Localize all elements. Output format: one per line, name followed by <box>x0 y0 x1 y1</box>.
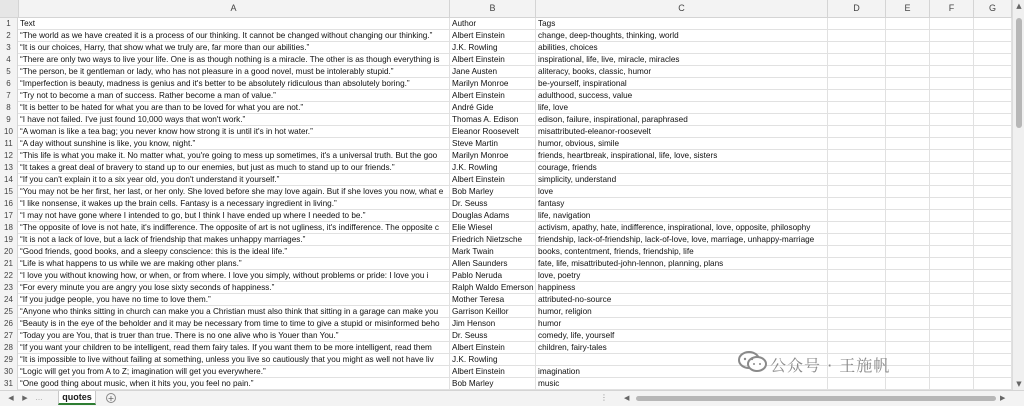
table-row <box>0 114 1012 126</box>
table-row <box>0 78 1012 90</box>
cell-a[interactable]: “If you want your children to be intelligent, read them fairy tales. If you want them to be more intelligent, read them <box>18 342 450 354</box>
cell-f[interactable] <box>930 282 974 294</box>
cell-g[interactable] <box>974 234 1012 246</box>
cell-g[interactable] <box>974 198 1012 210</box>
cell-b[interactable]: Albert Einstein <box>450 342 536 354</box>
cell-a[interactable]: “A day without sunshine is like, you know, night.” <box>18 138 450 150</box>
cell-d[interactable] <box>828 210 886 222</box>
table-row <box>0 378 1012 390</box>
cell-a[interactable]: “One good thing about music, when it hits you, you feel no pain.” <box>18 378 450 390</box>
cell-d[interactable] <box>828 114 886 126</box>
cell-b[interactable]: Albert Einstein <box>450 174 536 186</box>
cell-g[interactable] <box>974 282 1012 294</box>
row-header[interactable]: 12 <box>0 150 18 162</box>
cell-a[interactable]: “If you judge people, you have no time to love them.” <box>18 294 450 306</box>
horizontal-scroll-thumb[interactable] <box>636 396 996 401</box>
table-row <box>0 246 1012 258</box>
cell-c[interactable]: attributed-no-source <box>536 294 828 306</box>
cell-g[interactable] <box>974 330 1012 342</box>
cell-e[interactable] <box>886 246 930 258</box>
cell-g[interactable] <box>974 186 1012 198</box>
column-header-b[interactable]: B <box>450 0 536 17</box>
cell-e[interactable] <box>886 186 930 198</box>
cell-f[interactable] <box>930 210 974 222</box>
cell-c[interactable]: children, fairy-tales <box>536 342 828 354</box>
cell-f[interactable] <box>930 126 974 138</box>
cell-b[interactable]: J.K. Rowling <box>450 354 536 366</box>
cell-b[interactable]: Pablo Neruda <box>450 270 536 282</box>
cell-f[interactable] <box>930 150 974 162</box>
table-row <box>0 174 1012 186</box>
cell-g[interactable] <box>974 30 1012 42</box>
cell-b[interactable]: Marilyn Monroe <box>450 150 536 162</box>
cell-c[interactable]: fantasy <box>536 198 828 210</box>
cell-a[interactable]: “It is better to be hated for what you are than to be loved for what you are not.” <box>18 102 450 114</box>
cell-e[interactable] <box>886 78 930 90</box>
cell-e[interactable] <box>886 306 930 318</box>
cell-c[interactable]: inspirational, life, live, miracle, miracles <box>536 54 828 66</box>
cell-e[interactable] <box>886 30 930 42</box>
cell-a[interactable]: “The world as we have created it is a process of our thinking. It cannot be changed without changing our thinking.” <box>18 30 450 42</box>
vertical-scrollbar[interactable] <box>1012 0 1024 390</box>
cell-f[interactable] <box>930 54 974 66</box>
table-row <box>0 294 1012 306</box>
cell-f[interactable] <box>930 114 974 126</box>
row-header[interactable]: 18 <box>0 222 18 234</box>
prev-sheet-icon[interactable]: ◀ <box>8 394 14 402</box>
more-sheets-icon[interactable]: … <box>35 394 43 402</box>
row-header[interactable]: 5 <box>0 66 18 78</box>
cell-d[interactable] <box>828 222 886 234</box>
cell-e[interactable] <box>886 330 930 342</box>
cell-a[interactable]: “It is impossible to live without failing at something, unless you live so cautiously that you might as well not have liv <box>18 354 450 366</box>
cell-b[interactable]: Elie Wiesel <box>450 222 536 234</box>
row-header[interactable]: 27 <box>0 330 18 342</box>
cell-a[interactable]: “Today you are You, that is truer than true. There is no one alive who is Youer than You.” <box>18 330 450 342</box>
row-header[interactable]: 26 <box>0 318 18 330</box>
cell-e[interactable] <box>886 54 930 66</box>
cell-b[interactable]: Eleanor Roosevelt <box>450 126 536 138</box>
cell-g[interactable] <box>974 378 1012 390</box>
cell-f[interactable] <box>930 162 974 174</box>
vertical-scroll-thumb[interactable] <box>1016 18 1022 128</box>
table-row <box>0 210 1012 222</box>
cell-c[interactable]: fate, life, misattributed-john-lennon, planning, plans <box>536 258 828 270</box>
cell-a[interactable]: “I like nonsense, it wakes up the brain cells. Fantasy is a necessary ingredient in living.” <box>18 198 450 210</box>
cell-c[interactable]: music <box>536 378 828 390</box>
cell-b[interactable]: Dr. Seuss <box>450 198 536 210</box>
cell-b[interactable]: Thomas A. Edison <box>450 114 536 126</box>
cell-a[interactable]: “Try not to become a man of success. Rather become a man of value.” <box>18 90 450 102</box>
table-row <box>0 306 1012 318</box>
cell-f[interactable] <box>930 222 974 234</box>
cell-b[interactable]: Douglas Adams <box>450 210 536 222</box>
cell-g[interactable] <box>974 78 1012 90</box>
cell-e[interactable] <box>886 174 930 186</box>
cell-c[interactable]: change, deep-thoughts, thinking, world <box>536 30 828 42</box>
cell-c[interactable]: adulthood, success, value <box>536 90 828 102</box>
cell-g[interactable] <box>974 18 1012 30</box>
cell-e[interactable] <box>886 18 930 30</box>
cell-d[interactable] <box>828 162 886 174</box>
column-header-e[interactable]: E <box>886 0 930 17</box>
cell-c[interactable]: life, love <box>536 102 828 114</box>
cell-a[interactable]: “The opposite of love is not hate, it's indifference. The opposite of art is not ugliness, it's indifference. The opposite c <box>18 222 450 234</box>
table-row <box>0 150 1012 162</box>
table-row <box>0 42 1012 54</box>
row-header[interactable]: 1 <box>0 18 18 30</box>
cell-f[interactable] <box>930 42 974 54</box>
row-header[interactable]: 3 <box>0 42 18 54</box>
cell-g[interactable] <box>974 246 1012 258</box>
cell-d[interactable] <box>828 294 886 306</box>
cell-a[interactable]: “Beauty is in the eye of the beholder and it may be necessary from time to time to give a stupid or misinformed beho <box>18 318 450 330</box>
cell-a[interactable]: “It takes a great deal of bravery to stand up to our enemies, but just as much to stand up to our friends.” <box>18 162 450 174</box>
row-header[interactable]: 23 <box>0 282 18 294</box>
cell-c[interactable]: activism, apathy, hate, indifference, inspirational, love, opposite, philosophy <box>536 222 828 234</box>
cell-a[interactable]: “A woman is like a tea bag; you never know how strong it is until it's in hot water.” <box>18 126 450 138</box>
cell-a[interactable]: “If you can't explain it to a six year old, you don't understand it yourself.” <box>18 174 450 186</box>
cell-a[interactable]: Text <box>18 18 450 30</box>
row-header[interactable]: 28 <box>0 342 18 354</box>
cell-g[interactable] <box>974 174 1012 186</box>
cell-g[interactable] <box>974 66 1012 78</box>
row-header[interactable]: 6 <box>0 78 18 90</box>
cell-f[interactable] <box>930 90 974 102</box>
cell-e[interactable] <box>886 198 930 210</box>
row-header[interactable]: 4 <box>0 54 18 66</box>
cell-d[interactable] <box>828 306 886 318</box>
row-header[interactable]: 17 <box>0 210 18 222</box>
watermark <box>738 350 938 374</box>
cell-g[interactable] <box>974 42 1012 54</box>
row-header[interactable]: 29 <box>0 354 18 366</box>
cell-c[interactable]: books, contentment, friends, friendship, life <box>536 246 828 258</box>
table-row <box>0 138 1012 150</box>
cell-g[interactable] <box>974 354 1012 366</box>
cell-a[interactable]: “You may not be her first, her last, or her only. She loved before she may love again. But if she loves you now, what e <box>18 186 450 198</box>
cell-e[interactable] <box>886 318 930 330</box>
cell-a[interactable]: “There are only two ways to live your life. One is as though nothing is a miracle. The other is as though everything is <box>18 54 450 66</box>
cell-g[interactable] <box>974 114 1012 126</box>
cell-d[interactable] <box>828 78 886 90</box>
cell-a[interactable]: “Life is what happens to us while we are making other plans.” <box>18 258 450 270</box>
cell-d[interactable] <box>828 18 886 30</box>
cell-d[interactable] <box>828 186 886 198</box>
cell-a[interactable]: “It is our choices, Harry, that show what we truly are, far more than our abilities.” <box>18 42 450 54</box>
table-row <box>0 90 1012 102</box>
sheet-tabs-bar <box>0 390 1024 406</box>
cell-b[interactable]: Bob Marley <box>450 378 536 390</box>
cell-a[interactable]: “The person, be it gentleman or lady, who has not pleasure in a good novel, must be intolerably stupid.” <box>18 66 450 78</box>
cell-e[interactable] <box>886 210 930 222</box>
cell-c[interactable]: courage, friends <box>536 162 828 174</box>
select-all-corner[interactable] <box>0 0 19 17</box>
cell-f[interactable] <box>930 378 974 390</box>
row-header[interactable]: 22 <box>0 270 18 282</box>
row-header[interactable]: 30 <box>0 366 18 378</box>
table-row <box>0 282 1012 294</box>
cell-f[interactable] <box>930 198 974 210</box>
table-row <box>0 18 1012 30</box>
cell-g[interactable] <box>974 258 1012 270</box>
cell-a[interactable]: “I have not failed. I've just found 10,000 ways that won't work.” <box>18 114 450 126</box>
wechat-logo-icon <box>738 350 768 374</box>
table-row <box>0 330 1012 342</box>
cell-a[interactable]: “It is not a lack of love, but a lack of friendship that makes unhappy marriages.” <box>18 234 450 246</box>
cell-f[interactable] <box>930 294 974 306</box>
cell-e[interactable] <box>886 270 930 282</box>
cell-a[interactable]: “Good friends, good books, and a sleepy conscience: this is the ideal life.” <box>18 246 450 258</box>
row-header[interactable]: 2 <box>0 30 18 42</box>
row-header[interactable]: 11 <box>0 138 18 150</box>
cell-b[interactable]: Jim Henson <box>450 318 536 330</box>
cell-b[interactable]: Albert Einstein <box>450 366 536 378</box>
cell-d[interactable] <box>828 330 886 342</box>
cell-f[interactable] <box>930 174 974 186</box>
table-row <box>0 318 1012 330</box>
scroll-down-icon[interactable]: ▼ <box>1016 380 1022 388</box>
cell-f[interactable] <box>930 234 974 246</box>
cell-g[interactable] <box>974 270 1012 282</box>
scroll-up-icon[interactable]: ▲ <box>1016 2 1022 10</box>
cell-g[interactable] <box>974 210 1012 222</box>
table-row <box>0 54 1012 66</box>
row-header[interactable]: 25 <box>0 306 18 318</box>
cell-b[interactable]: Albert Einstein <box>450 90 536 102</box>
cell-d[interactable] <box>828 198 886 210</box>
column-header-c[interactable]: C <box>536 0 828 17</box>
cell-b[interactable]: Jane Austen <box>450 66 536 78</box>
column-header-f[interactable]: F <box>930 0 974 17</box>
row-header[interactable]: 7 <box>0 90 18 102</box>
table-row <box>0 258 1012 270</box>
cell-b[interactable]: Friedrich Nietzsche <box>450 234 536 246</box>
cell-b[interactable]: J.K. Rowling <box>450 42 536 54</box>
cell-b[interactable]: Ralph Waldo Emerson <box>450 282 536 294</box>
cell-c[interactable]: imagination <box>536 366 828 378</box>
cell-b[interactable]: Steve Martin <box>450 138 536 150</box>
cell-e[interactable] <box>886 378 930 390</box>
scroll-left-icon[interactable]: ◀ <box>624 394 630 402</box>
next-sheet-icon[interactable]: ▶ <box>22 394 28 402</box>
column-header-row <box>0 0 1012 18</box>
cell-e[interactable] <box>886 258 930 270</box>
cell-c[interactable]: be-yourself, inspirational <box>536 78 828 90</box>
table-row <box>0 270 1012 282</box>
cell-d[interactable] <box>828 318 886 330</box>
cell-g[interactable] <box>974 102 1012 114</box>
cell-f[interactable] <box>930 66 974 78</box>
table-row <box>0 222 1012 234</box>
cell-c[interactable]: comedy, life, yourself <box>536 330 828 342</box>
cell-e[interactable] <box>886 66 930 78</box>
cell-b[interactable]: Dr. Seuss <box>450 330 536 342</box>
cell-e[interactable] <box>886 90 930 102</box>
cell-b[interactable]: Garrison Keillor <box>450 306 536 318</box>
column-header-g[interactable]: G <box>974 0 1012 17</box>
cell-c[interactable]: aliteracy, books, classic, humor <box>536 66 828 78</box>
cell-d[interactable] <box>828 282 886 294</box>
cell-d[interactable] <box>828 126 886 138</box>
row-header[interactable]: 31 <box>0 378 18 390</box>
cell-d[interactable] <box>828 102 886 114</box>
cell-d[interactable] <box>828 174 886 186</box>
sheet-tab-quotes[interactable]: quotes <box>58 391 96 405</box>
cell-b[interactable]: Marilyn Monroe <box>450 78 536 90</box>
cell-c[interactable]: happiness <box>536 282 828 294</box>
cell-c[interactable]: simplicity, understand <box>536 174 828 186</box>
row-header[interactable]: 19 <box>0 234 18 246</box>
cell-g[interactable] <box>974 54 1012 66</box>
row-header[interactable]: 21 <box>0 258 18 270</box>
table-row <box>0 126 1012 138</box>
hscroll-splitter-icon[interactable]: ⋮ <box>600 393 608 402</box>
cell-b[interactable]: André Gide <box>450 102 536 114</box>
cell-c[interactable]: Tags <box>536 18 828 30</box>
cell-e[interactable] <box>886 138 930 150</box>
cell-g[interactable] <box>974 150 1012 162</box>
cell-g[interactable] <box>974 162 1012 174</box>
watermark-text: 公众号 · 王施帆 <box>770 356 891 375</box>
cell-d[interactable] <box>828 150 886 162</box>
cell-c[interactable]: abilities, choices <box>536 42 828 54</box>
cell-g[interactable] <box>974 342 1012 354</box>
cell-f[interactable] <box>930 246 974 258</box>
cell-b[interactable]: Allen Saunders <box>450 258 536 270</box>
cell-c[interactable]: life, navigation <box>536 210 828 222</box>
cell-b[interactable]: Albert Einstein <box>450 30 536 42</box>
cell-e[interactable] <box>886 150 930 162</box>
row-header[interactable]: 16 <box>0 198 18 210</box>
cell-a[interactable]: “I love you without knowing how, or when, or from where. I love you simply, without problems or pride: I love you i <box>18 270 450 282</box>
row-header[interactable]: 15 <box>0 186 18 198</box>
cell-e[interactable] <box>886 162 930 174</box>
cell-f[interactable] <box>930 306 974 318</box>
cell-c[interactable]: misattributed-eleanor-roosevelt <box>536 126 828 138</box>
cell-g[interactable] <box>974 222 1012 234</box>
cell-d[interactable] <box>828 234 886 246</box>
cell-g[interactable] <box>974 126 1012 138</box>
row-header[interactable]: 14 <box>0 174 18 186</box>
cell-e[interactable] <box>886 126 930 138</box>
row-header[interactable]: 24 <box>0 294 18 306</box>
cell-f[interactable] <box>930 138 974 150</box>
cell-f[interactable] <box>930 30 974 42</box>
cell-g[interactable] <box>974 306 1012 318</box>
cell-b[interactable]: Mother Teresa <box>450 294 536 306</box>
cell-g[interactable] <box>974 294 1012 306</box>
row-header[interactable]: 10 <box>0 126 18 138</box>
cell-g[interactable] <box>974 366 1012 378</box>
cell-c[interactable]: love <box>536 186 828 198</box>
cell-e[interactable] <box>886 42 930 54</box>
cell-c[interactable]: friendship, lack-of-friendship, lack-of-love, love, marriage, unhappy-marriage <box>536 234 828 246</box>
cell-f[interactable] <box>930 270 974 282</box>
cell-d[interactable] <box>828 378 886 390</box>
table-row <box>0 30 1012 42</box>
cell-e[interactable] <box>886 294 930 306</box>
cell-c[interactable]: humor, obvious, simile <box>536 138 828 150</box>
cell-c[interactable]: love, poetry <box>536 270 828 282</box>
cell-e[interactable] <box>886 234 930 246</box>
cell-f[interactable] <box>930 186 974 198</box>
cell-f[interactable] <box>930 102 974 114</box>
column-header-d[interactable]: D <box>828 0 886 17</box>
cell-a[interactable]: “Anyone who thinks sitting in church can make you a Christian must also think that sitting in a garage can make you <box>18 306 450 318</box>
cell-d[interactable] <box>828 54 886 66</box>
cell-c[interactable]: edison, failure, inspirational, paraphrased <box>536 114 828 126</box>
cell-b[interactable]: Bob Marley <box>450 186 536 198</box>
cell-a[interactable]: “I may not have gone where I intended to go, but I think I have ended up where I needed to be.” <box>18 210 450 222</box>
cell-e[interactable] <box>886 222 930 234</box>
table-row <box>0 102 1012 114</box>
cell-c[interactable]: humor, religion <box>536 306 828 318</box>
cell-f[interactable] <box>930 330 974 342</box>
table-row <box>0 66 1012 78</box>
cell-d[interactable] <box>828 42 886 54</box>
cell-g[interactable] <box>974 90 1012 102</box>
scroll-right-icon[interactable]: ▶ <box>1000 394 1006 402</box>
table-row <box>0 198 1012 210</box>
cell-d[interactable] <box>828 246 886 258</box>
cell-c[interactable]: friends, heartbreak, inspirational, life, love, sisters <box>536 150 828 162</box>
cell-f[interactable] <box>930 318 974 330</box>
cell-d[interactable] <box>828 66 886 78</box>
row-header[interactable]: 9 <box>0 114 18 126</box>
cell-e[interactable] <box>886 282 930 294</box>
cell-d[interactable] <box>828 270 886 282</box>
cell-g[interactable] <box>974 138 1012 150</box>
cell-e[interactable] <box>886 114 930 126</box>
cell-f[interactable] <box>930 78 974 90</box>
add-sheet-icon[interactable]: + <box>107 394 115 403</box>
table-row <box>0 234 1012 246</box>
cell-a[interactable]: “Imperfection is beauty, madness is genius and it's better to be absolutely ridiculous than absolutely boring.” <box>18 78 450 90</box>
cell-b[interactable]: Albert Einstein <box>450 54 536 66</box>
row-header[interactable]: 20 <box>0 246 18 258</box>
cell-d[interactable] <box>828 90 886 102</box>
cell-g[interactable] <box>974 318 1012 330</box>
cell-d[interactable] <box>828 30 886 42</box>
column-header-a[interactable]: A <box>18 0 450 17</box>
cell-c[interactable]: humor <box>536 318 828 330</box>
table-row <box>0 162 1012 174</box>
cell-f[interactable] <box>930 258 974 270</box>
table-row <box>0 186 1012 198</box>
row-header[interactable]: 13 <box>0 162 18 174</box>
cell-a[interactable]: “For every minute you are angry you lose sixty seconds of happiness.” <box>18 282 450 294</box>
cell-b[interactable]: Mark Twain <box>450 246 536 258</box>
row-header[interactable]: 8 <box>0 102 18 114</box>
cell-e[interactable] <box>886 102 930 114</box>
cell-d[interactable] <box>828 258 886 270</box>
cell-a[interactable]: “Logic will get you from A to Z; imagination will get you everywhere.” <box>18 366 450 378</box>
cell-f[interactable] <box>930 18 974 30</box>
cell-d[interactable] <box>828 138 886 150</box>
cell-b[interactable]: Author <box>450 18 536 30</box>
cell-a[interactable]: “This life is what you make it. No matter what, you're going to mess up sometimes, it's a universal truth. But the goo <box>18 150 450 162</box>
cell-b[interactable]: J.K. Rowling <box>450 162 536 174</box>
